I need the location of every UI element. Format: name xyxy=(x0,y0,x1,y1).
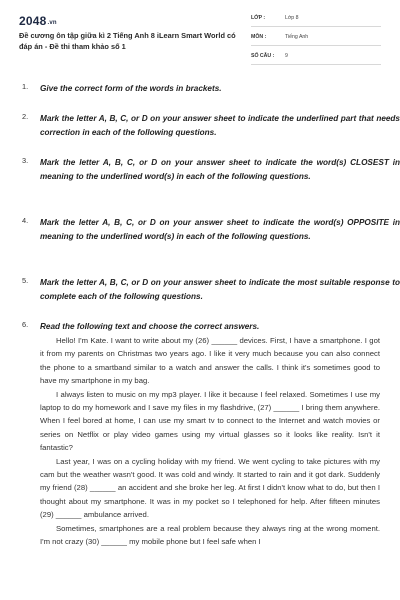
question-number: 2. xyxy=(22,112,29,121)
question-text: Mark the letter A, B, C, or D on your answer sheet to indicate the word(s) CLOSEST in meaning to the underlined word(s) in each of the following questions. xyxy=(40,158,400,181)
meta-key: SỐ CÂU : xyxy=(251,53,275,59)
question-text: Mark the letter A, B, C, or D on your answer sheet to indicate the word(s) OPPOSITE in meaning to the underlined word(s) in each of the following questions. xyxy=(40,218,400,241)
meta-value: 9 xyxy=(285,53,288,59)
document-title: Đề cương ôn tập giữa kì 2 Tiếng Anh 8 iLearn Smart World có đáp án - Đề thi tham khảo số 1 xyxy=(19,31,236,51)
meta-value: Lớp 8 xyxy=(285,15,299,21)
logo-suffix: .vn xyxy=(47,20,57,26)
meta-row-subject xyxy=(251,31,381,46)
passage-paragraph: Hello! I'm Kate. I want to write about my (26) ______ devices. First, I have a smartphone. I got it from my parents on Christmas two years ago. I like it very much because you can also connect the phone to a smartband similar to a watch and answer the calls. I think it's sometimes good to have my smartphone in my bag. xyxy=(40,336,380,386)
meta-row-class xyxy=(251,12,381,27)
meta-row-question-count xyxy=(251,50,381,65)
question-text: Mark the letter A, B, C, or D on your answer sheet to indicate the most suitable response to complete each of the following questions. xyxy=(40,278,400,301)
meta-key: LỚP : xyxy=(251,15,266,21)
logo-text: 2048 xyxy=(19,14,47,28)
site-logo[interactable] xyxy=(19,14,57,28)
question-number: 5. xyxy=(22,276,29,285)
document-header xyxy=(0,0,400,66)
question-text: Give the correct form of the words in brackets. xyxy=(40,84,222,93)
meta-key: MÔN : xyxy=(251,34,267,40)
passage-paragraph: Sometimes, smartphones are a real problem because they always ring at the wrong moment. I'm not crazy (30) ______ my mobile phone but I feel safe when I xyxy=(40,523,380,547)
question-text: Read the following text and choose the correct answers. xyxy=(40,322,260,331)
question-number: 4. xyxy=(22,216,29,225)
reading-passage xyxy=(40,334,380,549)
question-number: 3. xyxy=(22,156,29,165)
question-number: 1. xyxy=(22,82,29,91)
passage-paragraph: I always listen to music on my mp3 player. I like it because I feel relaxed. Sometimes I use my laptop to do my homework and I save my files in my flashdrive, (27) ______ I bring them anywhere. When I feel bored at home, I can use my smart tv to connect to the Internet and watch movies or series on Netflix or play video games using my virtual glasses so it looks like reality. Isn't it fantastic? xyxy=(40,389,380,453)
meta-value: Tiếng Anh xyxy=(285,34,309,40)
question-number: 6. xyxy=(22,320,29,329)
meta-table xyxy=(251,12,381,69)
passage-paragraph: Last year, I was on a cycling holiday with my friend. We went cycling to take pictures with my cam but the weather wasn't good. It was cold and windy. It started to rain and it got dark. Suddenly my friend (28) ______ an accident and she broke her leg. At first I didn't know what to do, but then I thought about my smartphone. It was in my pocket so I telephoned for help. After fifteen minutes (29) ______ ambulance arrived. xyxy=(40,456,380,520)
question-text: Mark the letter A, B, C, or D on your answer sheet to indicate the underlined part that needs correction in each of the following questions. xyxy=(40,114,400,137)
